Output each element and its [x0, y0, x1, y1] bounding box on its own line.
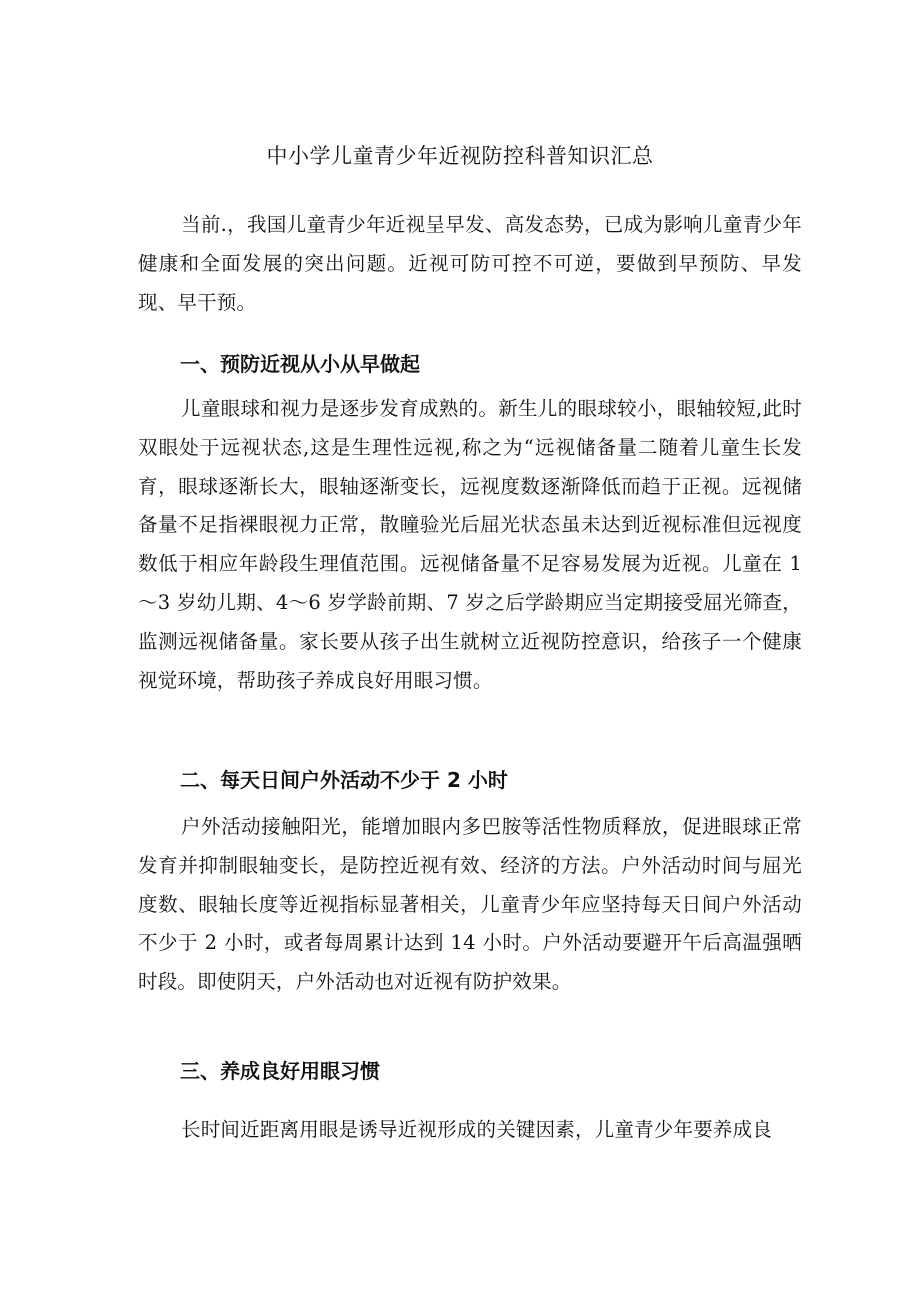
intro-paragraph: 当前.，我国儿童青少年近视呈早发、高发态势，已成为影响儿童青少年健康和全面发展的突出问题。近视可防可控不可逆，要做到早预防、早发现、早干预。 — [138, 213, 802, 314]
section-1-body: 儿童眼球和视力是逐步发育成熟的。新生儿的眼球较小，眼轴较短,此时双眼处于远视状态,这是生理性远视,称之为“远视储备量二随着儿童生长发育，眼球逐渐长大，眼轴逐渐变长，远视度数逐渐降低而趋于正视。远视储备量不足指裸眼视力正常，散瞳验光后屈光状态虽未达到近视标准但远视度数低于相应年龄段生理值范围。远视储备量不足容易发展为近视。儿童在 1～3 岁幼儿期、4～6 岁学龄前期、7 岁之后学龄期应当定期接受屈光筛查，监测远视储备量。家长要从孩子出生就树立近视防控意识，给孩子一个健康视觉环境，帮助孩子养成良好用眼习惯。 — [138, 397, 802, 692]
section-3-body: 长时间近距离用眼是诱导近视形成的关键因素，儿童青少年要养成良 — [181, 1118, 773, 1141]
section-2-body: 户外活动接触阳光，能增加眼内多巴胺等活性物质释放，促进眼球正常发育并抑制眼轴变长，是防控近视有效、经济的方法。户外活动时间与屈光度数、眼轴长度等近视指标显著相关，儿童青少年应坚持每天日间户外活动不少于 2 小时，或者每周累计达到 14 小时。户外活动要避开午后高温强晒时段。即使阴天，户外活动也对近视有防护效果。 — [138, 815, 802, 994]
section-1-heading: 一、预防近视从小从早做起 — [180, 352, 420, 376]
section-2-heading: 二、每天日间户外活动不少于 2 小时 — [180, 768, 508, 792]
document-title: 中小学儿童青少年近视防控科普知识汇总 — [266, 144, 654, 168]
section-3-heading: 三、养成良好用眼习惯 — [180, 1059, 380, 1083]
